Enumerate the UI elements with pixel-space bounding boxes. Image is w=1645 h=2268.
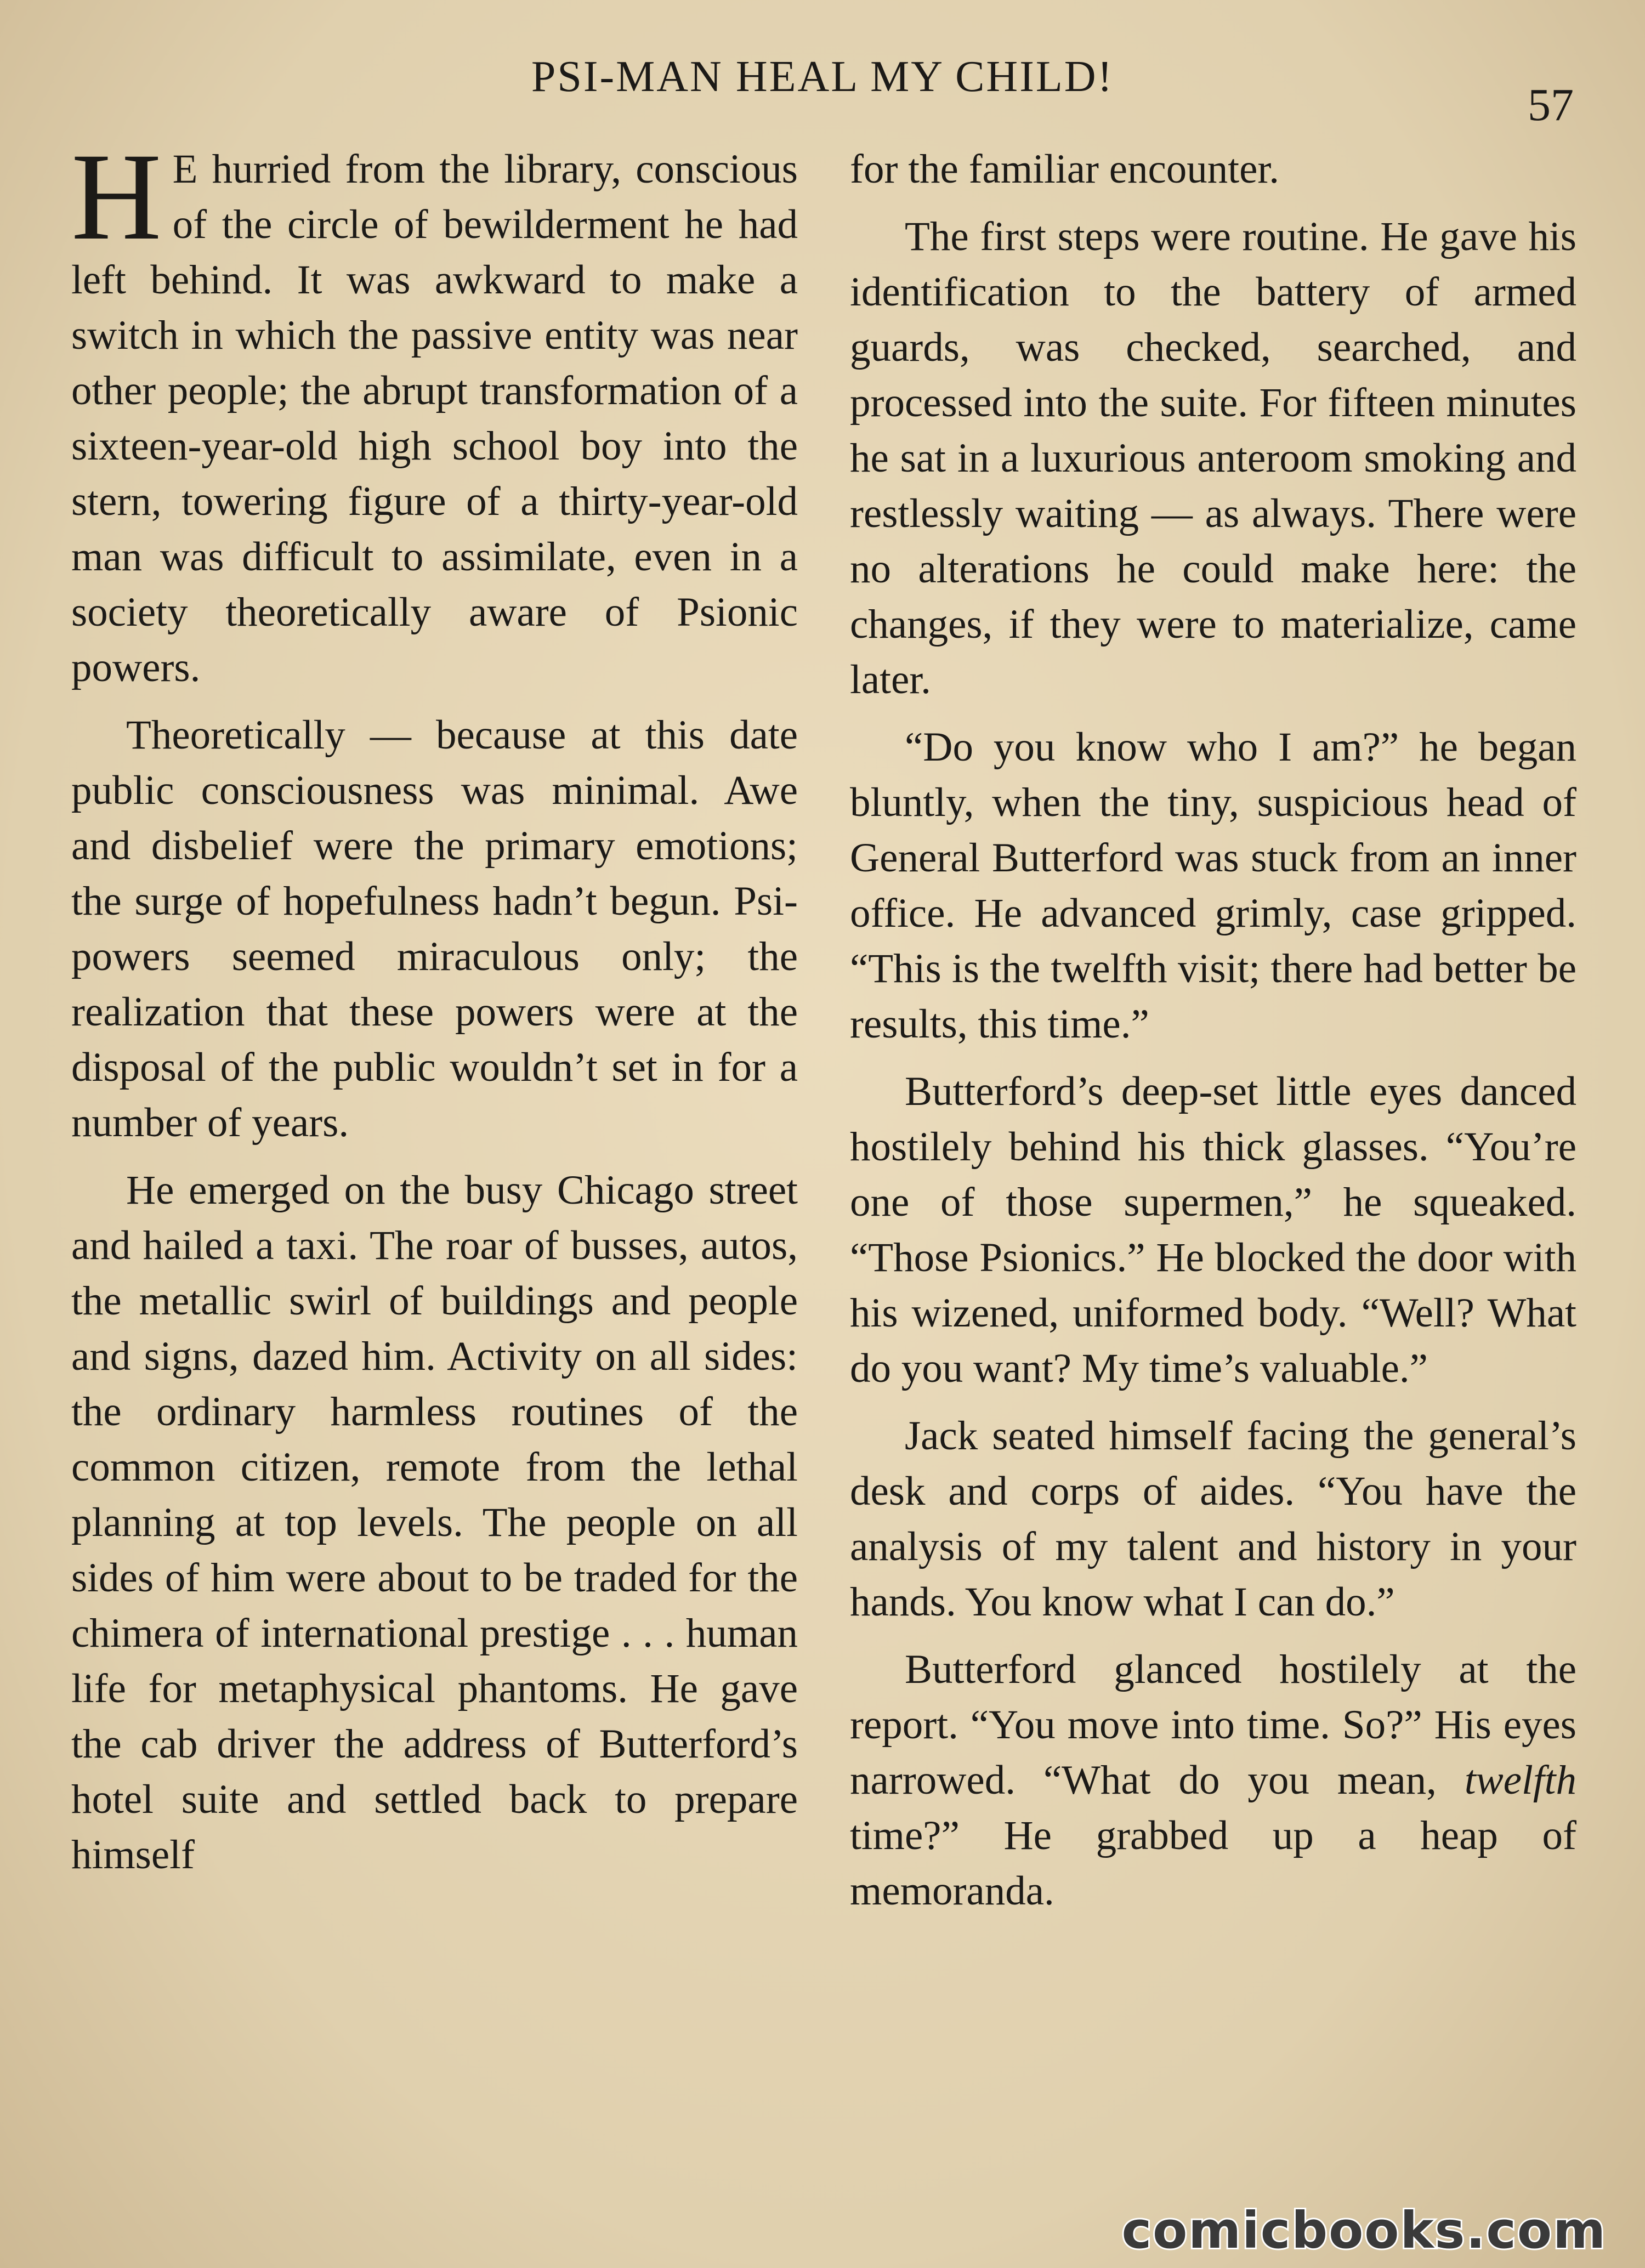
right-column: [850, 141, 1576, 1919]
continued-paragraph: for the familiar encounter.: [850, 146, 1279, 192]
body-text: Butterford glanced hostilely at the report. “You move into time. So?” His eyes narrowed. “What do you mean,: [850, 1647, 1576, 1803]
body-paragraph: “Do you know who I am?” he began bluntly, when the tiny, suspicious head of General Butterford was stuck from an inner office. He advanced grimly, case gripped. “This is the twelfth visit; there had better be results, this time.”: [850, 724, 1576, 1047]
opening-paragraph-text: E hurried from the library, conscious of the circle of bewilderment he had left behind. It was awkward to make a switch in which the passive entity was near other people; the abrupt transformation of a sixteen-year-old high school boy into the stern, towering figure of a thirty-year-old man was difficult to assimilate, even in a society theoretically aware of Psionic powers.: [71, 146, 798, 690]
page-number: 57: [1528, 80, 1574, 131]
body-paragraph: Theoretically — because at this date public consciousness was minimal. Awe and disbelief were the primary emotions; the surge of hopefulness hadn’t begun. Psi-powers seemed miraculous only; the realization that these powers were at the disposal of the public wouldn’t set in for a number of years.: [71, 712, 798, 1146]
watermark: comicbooks.com: [1121, 2201, 1607, 2260]
body-text: time?” He grabbed up a heap of memoranda.: [850, 1813, 1576, 1914]
opening-paragraph: [71, 128, 798, 695]
body-paragraph: The first steps were routine. He gave his identification to the battery of armed guards, was checked, searched, and processed into the suite. For fifteen minutes he sat in a luxurious anteroom smoking and restlessly waiting — as always. There were no alterations he could make here: the changes, if they were to materialize, came later.: [850, 214, 1576, 702]
body-paragraph: Jack seated himself facing the general’s desk and corps of aides. “You have the analysis of my talent and history in your hands. You know what I can do.”: [850, 1413, 1576, 1625]
body-paragraph: Butterford’s deep-set little eyes danced hostilely behind his thick glasses. “You’re one of those supermen,” he squeaked. “Those Psionics.” He blocked the door with his wizened, uniformed body. “Well? What do you want? My time’s valuable.”: [850, 1069, 1576, 1391]
drop-cap: H: [71, 128, 162, 266]
body-paragraph: [850, 1642, 1576, 1919]
emphasis-text: twelfth: [1464, 1757, 1576, 1803]
body-paragraph: He emerged on the busy Chicago street and hailed a taxi. The roar of busses, autos, the metallic swirl of buildings and people and signs, dazed him. Activity on all sides: the ordinary harmless routines of the common citizen, remote from the lethal planning at top levels. The people on all sides of him were about to be traded for the chimera of international prestige . . . human life for metaphysical phantoms. He gave the cab driver the address of Butterford’s hotel suite and settled back to prepare himself: [71, 1167, 798, 1878]
running-head: PSI-MAN HEAL MY CHILD!: [531, 53, 1114, 101]
left-column: [71, 128, 798, 1883]
